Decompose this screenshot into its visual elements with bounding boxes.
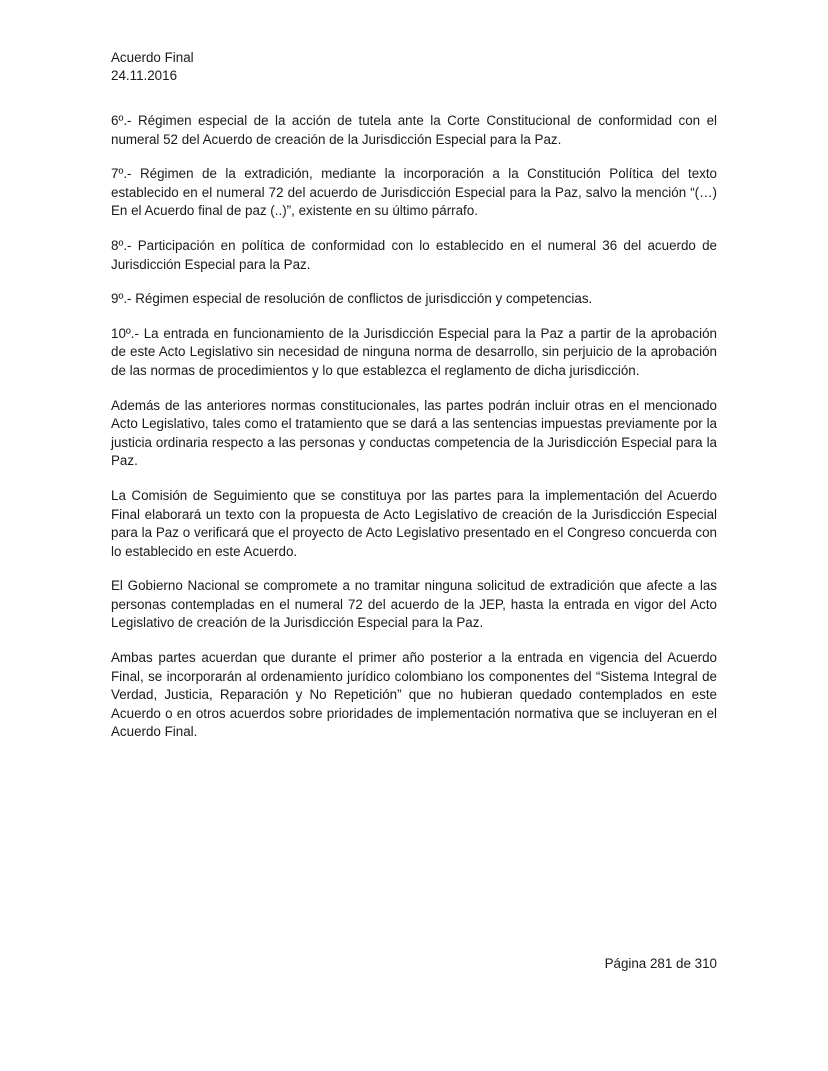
paragraph-item-8: 8º.- Participación en política de conformidad con lo establecido en el numeral 36 del acuerdo de Jurisdicción Especial para la Paz. xyxy=(111,237,717,272)
paragraph-item-9: 9º.- Régimen especial de resolución de conflictos de jurisdicción y competencias. xyxy=(111,291,593,307)
document-date: 24.11.2016 xyxy=(111,68,178,83)
document-title: Acuerdo Final xyxy=(111,50,194,65)
paragraph-integral-system: Ambas partes acuerdan que durante el primer año posterior a la entrada en vigencia del Acuerdo Final, se incorporarán al ordenamiento jurídico colombiano los componentes del “Sistema Integral de Verdad, Justicia, Reparación y No Repetición” que no hubieran quedado contemplados en este Acuerdo o en otros acuerdos sobre prioridades de implementación normativa que se incluyeran en el Acuerdo Final. xyxy=(111,650,717,740)
paragraph-item-7: 7º.- Régimen de la extradición, mediante la incorporación a la Constitución Política del texto establecido en el numeral 72 del acuerdo de Jurisdicción Especial para la Paz, salvo la mención “(…) En el Acuerdo final de paz (..)”, existente en su último párrafo. xyxy=(111,166,717,219)
page-number: Página 281 de 310 xyxy=(604,956,717,971)
paragraph-additional-norms: Además de las anteriores normas constitucionales, las partes podrán incluir otras en el mencionado Acto Legislativo, tales como el tratamiento que se dará a las sentencias impuestas previamente por la justicia ordinaria respecto a las personas y conductas competencia de la Jurisdicción Especial para la Paz. xyxy=(111,397,717,469)
paragraph-follow-up-commission: La Comisión de Seguimiento que se constituya por las partes para la implementación del Acuerdo Final elaborará un texto con la propuesta de Acto Legislativo de creación de la Jurisdicción Especial para la Paz o verificará que el proyecto de Acto Legislativo presentado en el Congreso concuerda con lo establecido en este Acuerdo. xyxy=(111,487,717,559)
paragraph-extradition-commitment: El Gobierno Nacional se compromete a no tramitar ninguna solicitud de extradición que afecte a las personas contempladas en el numeral 72 del acuerdo de la JEP, hasta la entrada en vigor del Acto Legislativo de creación de la Jurisdicción Especial para la Paz. xyxy=(111,578,717,631)
document-header xyxy=(111,49,194,85)
paragraph-item-6: 6º.- Régimen especial de la acción de tutela ante la Corte Constitucional de conformidad con el numeral 52 del Acuerdo de creación de la Jurisdicción Especial para la Paz. xyxy=(111,113,717,147)
paragraph-item-10: 10º.- La entrada en funcionamiento de la Jurisdicción Especial para la Paz a partir de la aprobación de este Acto Legislativo sin necesidad de ninguna norma de desarrollo, sin perjuicio de la aprobación de las normas de procedimientos y lo que establezca el reglamento de dicha jurisdicción. xyxy=(111,325,717,378)
document-body xyxy=(111,112,717,758)
